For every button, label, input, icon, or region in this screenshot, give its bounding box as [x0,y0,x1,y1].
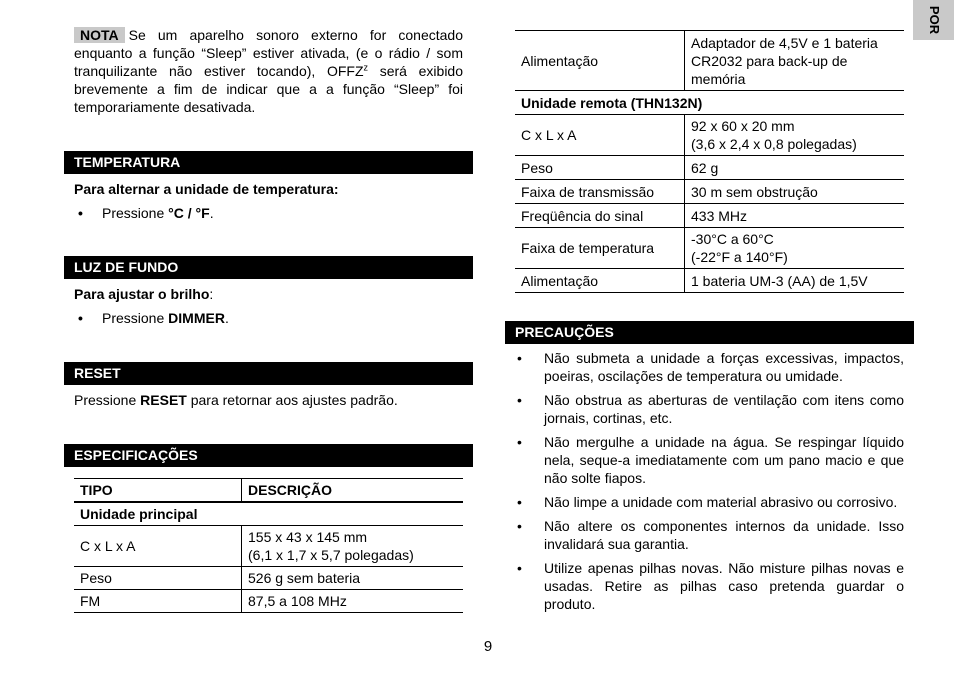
list-item [515,391,904,427]
nota-paragraph [74,26,463,116]
temperatura-subheading: Para alternar a unidade de temperatura: [74,181,339,197]
bullet-dot: • [78,205,83,221]
cell-tipo: Faixa de temperatura [515,228,685,269]
table-row [515,269,904,293]
list-item-text: Utilize apenas pilhas novas. Não misture pilhas novas e usadas. Retire as pilhas caso pretenda guardar o produto. [544,560,904,612]
cell-descricao: 526 g sem bateria [242,566,464,589]
key-dimmer: DIMMER [168,310,225,326]
cell-descricao-line: -30°C a 60°C [691,231,774,247]
reset-text-suffix: para retornar aos ajustes padrão. [186,392,398,408]
luz-de-fundo-subheading [74,285,213,303]
cell-descricao-line: 155 x 43 x 145 mm [248,528,368,545]
table-row [515,156,904,180]
cell-descricao-line: (3,6 x 2,4 x 0,8 polegadas) [691,136,857,152]
bullet-text-end: . [209,205,214,221]
list-item-text: Não mergulhe a unidade na água. Se respingar líquido nela, seque-a imediatamente com um pano macio e que não solte fiapos. [544,434,904,486]
page-number: 9 [483,638,493,655]
luz-de-fundo-subheading-text: Para ajustar o brilho [74,286,210,302]
table-row [515,228,904,269]
language-tab [913,0,954,40]
cell-descricao: 87,5 a 108 MHz [242,589,464,612]
cell-descricao [685,228,905,269]
list-item-text: Não submeta a unidade a forças excessivas, impactos, poeiras, oscilações de temperatura ou umidade. [544,350,904,384]
list-item [515,493,904,511]
cell-tipo: Peso [74,566,242,589]
section-heading-temperatura: TEMPERATURA [64,151,473,174]
column-header-tipo: TIPO [74,479,242,503]
bullet-dot: • [517,434,522,450]
bullet-dot: • [517,494,522,510]
spec-table-main [74,478,463,613]
table-group-row [74,502,463,525]
precaucoes-list [515,349,904,619]
table-row [74,566,463,589]
cell-descricao [685,115,905,156]
nota-text: Se um aparelho sonoro externo for conectado enquanto a função “Sleep” estiver ativada, (e o rádio / som tranquilizante não estiver tocando), OFFZ [74,27,463,79]
language-tab-label: POR [926,5,942,35]
table-row [515,115,904,156]
bullet-dot: • [517,392,522,408]
cell-tipo: Freqüência do sinal [515,204,685,228]
luz-de-fundo-subheading-colon: : [209,286,214,302]
table-group-row [515,91,904,115]
table-row [515,31,904,91]
cell-tipo: Alimentação [515,31,685,91]
cell-descricao: 433 MHz [685,204,905,228]
bullet-dot: • [517,518,522,534]
section-heading-especificacoes: ESPECIFICAÇÕES [64,444,473,467]
bullet-text: Pressione [102,205,169,221]
list-item-text: Não obstrua as aberturas de ventilação com itens como jornais, cortinas, etc. [544,392,904,426]
group-label-unidade-remota: Unidade remota (THN132N) [515,91,904,115]
cell-descricao: 62 g [685,156,905,180]
key-celsius-fahrenheit: °C / °F [168,205,210,221]
spec-table-continued [515,30,904,293]
cell-descricao-line: Adaptador de 4,5V e 1 bateria [691,34,878,51]
cell-descricao: 1 bateria UM-3 (AA) de 1,5V [685,269,905,293]
list-item [515,349,904,385]
table-row [74,589,463,612]
bullet-dot: • [78,310,83,326]
group-label-unidade-principal: Unidade principal [74,502,463,525]
list-item-text: Não altere os componentes internos da unidade. Isso invalidará sua garantia. [544,518,904,552]
reset-text [74,391,398,409]
cell-tipo: Faixa de transmissão [515,180,685,204]
nota-superscript: z [363,62,369,73]
list-item [515,559,904,613]
column-header-descricao: DESCRIÇÃO [242,479,464,503]
bullet-text: Pressione [102,310,169,326]
cell-descricao-line: memória [691,70,746,87]
cell-descricao [685,31,905,91]
cell-descricao: 30 m sem obstrução [685,180,905,204]
section-heading-precaucoes: PRECAUÇÕES [505,321,914,344]
cell-tipo: Peso [515,156,685,180]
cell-descricao-line: CR2032 para back-up de [691,52,848,69]
nota-text-end: será exibido brevemente a fim de indicar que a a função “Sleep” foi temporariamente desativada. [74,63,463,115]
cell-descricao-line: (-22°F a 140°F) [691,249,788,265]
table-row [74,525,463,566]
table-header-row [74,479,463,503]
reset-text-prefix: Pressione [74,392,141,408]
table-row [515,204,904,228]
cell-descricao-line: (6,1 x 1,7 x 5,7 polegadas) [248,546,414,563]
bullet-dot: • [517,560,522,576]
list-item [515,433,904,487]
bullet-text-end: . [224,310,229,326]
cell-descricao-line: 92 x 60 x 20 mm [691,118,795,134]
bullet-dot: • [517,350,522,366]
table-row [515,180,904,204]
section-heading-luz-de-fundo: LUZ DE FUNDO [64,256,473,279]
list-item-text: Não limpe a unidade com material abrasivo ou corrosivo. [544,494,898,510]
key-reset: RESET [140,392,187,408]
cell-tipo: C x L x A [515,115,685,156]
nota-badge: NOTA [74,27,125,43]
section-heading-reset: RESET [64,362,473,385]
cell-tipo: C x L x A [74,525,242,566]
cell-descricao [242,525,464,566]
cell-tipo: FM [74,589,242,612]
cell-tipo: Alimentação [515,269,685,293]
list-item [515,517,904,553]
